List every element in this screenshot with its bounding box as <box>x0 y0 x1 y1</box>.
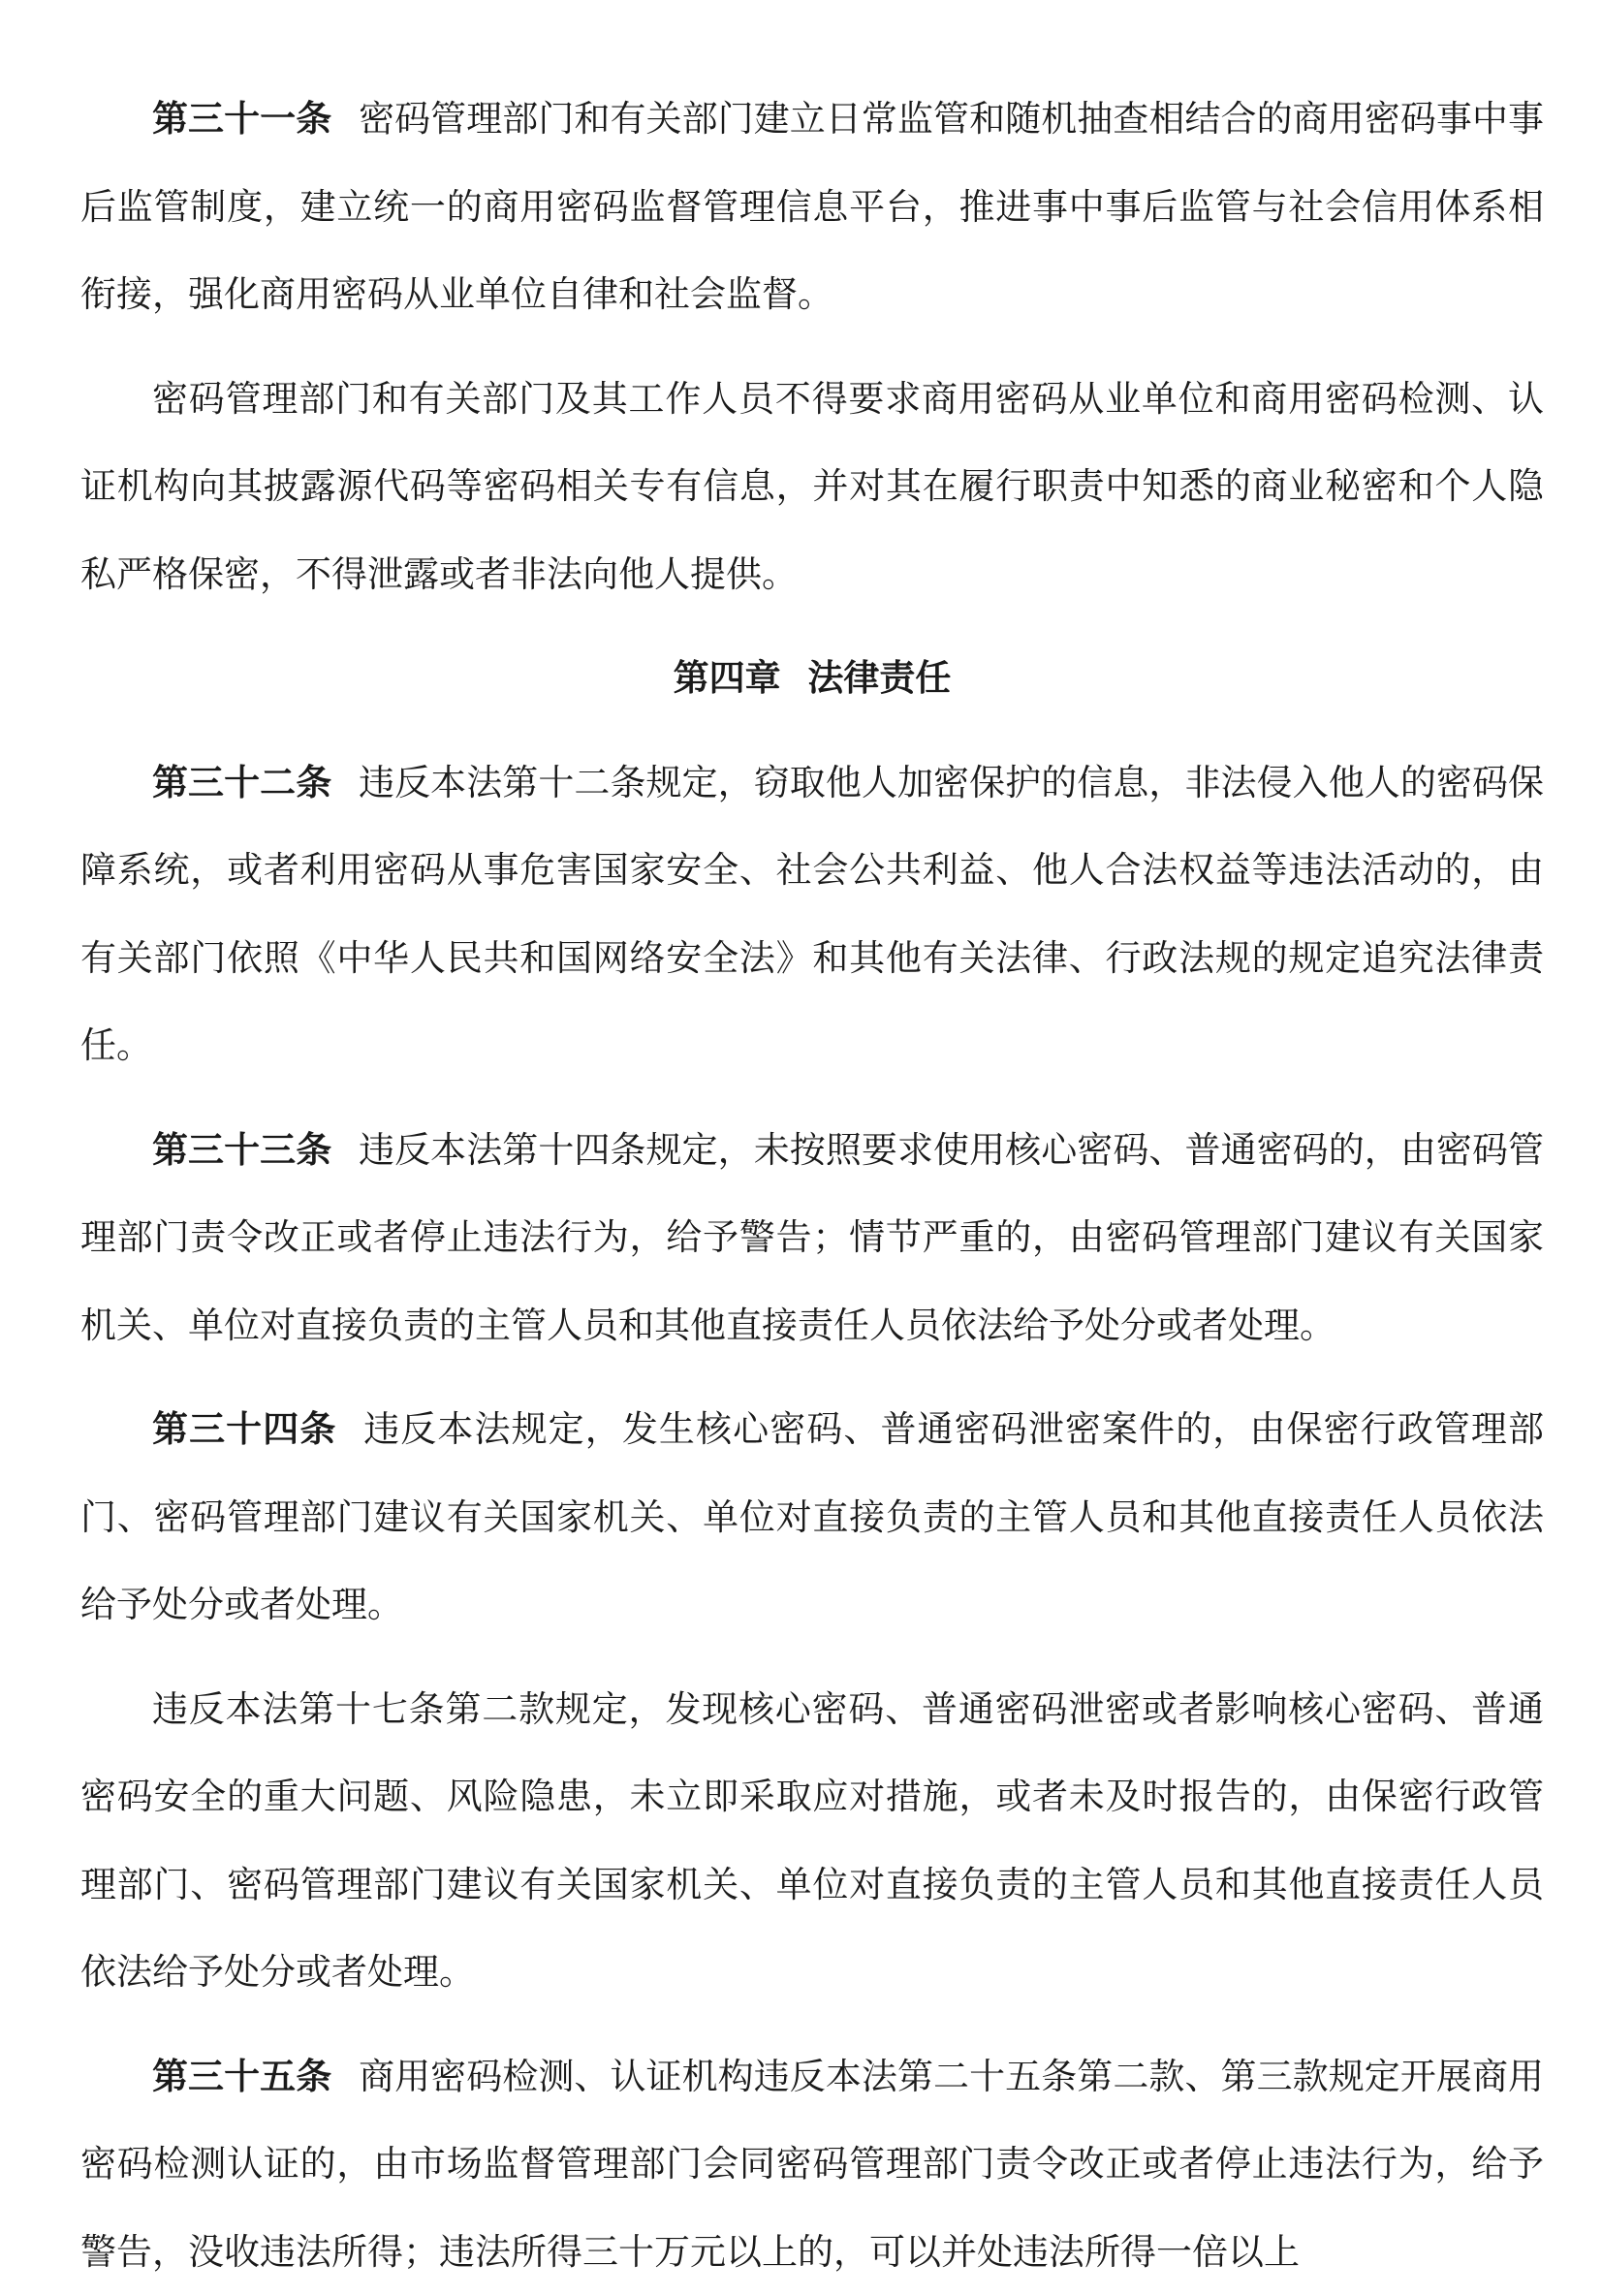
chapter-title: 法律责任 <box>807 657 951 699</box>
paragraph-text: 违反本法第十七条第二款规定，发现核心密码、普通密码泄密或者影响核心密码、普通密码安全的重大问题、风险隐患，未立即采取应对措施，或者未及时报告的，由保密行政管理部门、密码管理部门建议有关国家机关、单位对直接负责的主管人员和其他直接责任人员依法给予处分或者处理。 <box>80 1688 1544 1994</box>
article-34-paragraph-2 <box>80 1666 1544 2017</box>
article-number: 第三十一条 <box>152 98 331 140</box>
article-text: 违反本法第十四条规定，未按照要求使用核心密码、普通密码的，由密码管理部门责令改正或者停止违法行为，给予警告；情节严重的，由密码管理部门建议有关国家机关、单位对直接负责的主管人员和其他直接责任人员依法给予处分或者处理。 <box>80 1129 1544 1346</box>
chapter-number: 第四章 <box>674 657 781 699</box>
article-text: 违反本法第十二条规定，窃取他人加密保护的信息，非法侵入他人的密码保障系统，或者利用密码从事危害国家安全、社会公共利益、他人合法权益等违法活动的，由有关部门依照《中华人民共和国网络安全法》和其他有关法律、行政法规的规定追究法律责任。 <box>80 762 1544 1067</box>
article-number: 第三十三条 <box>152 1129 331 1171</box>
article-31-paragraph-2 <box>80 356 1544 619</box>
article-34 <box>80 1386 1544 1650</box>
article-text: 密码管理部门和有关部门建立日常监管和随机抽查相结合的商用密码事中事后监管制度，建立统一的商用密码监督管理信息平台，推进事中事后监管与社会信用体系相衔接，强化商用密码从业单位自律和社会监督。 <box>80 98 1544 315</box>
paragraph-text: 密码管理部门和有关部门及其工作人员不得要求商用密码从业单位和商用密码检测、认证机构向其披露源代码等密码相关专有信息，并对其在履行职责中知悉的商业秘密和个人隐私严格保密，不得泄露或者非法向他人提供。 <box>80 378 1544 595</box>
article-32 <box>80 739 1544 1090</box>
article-number: 第三十四条 <box>152 1408 336 1450</box>
article-35 <box>80 2033 1544 2296</box>
article-31 <box>80 76 1544 339</box>
article-number: 第三十五条 <box>152 2056 331 2097</box>
article-text: 违反本法规定，发生核心密码、普通密码泄密案件的，由保密行政管理部门、密码管理部门建议有关国家机关、单位对直接负责的主管人员和其他直接责任人员依法给予处分或者处理。 <box>80 1408 1544 1625</box>
article-33 <box>80 1107 1544 1370</box>
article-text: 商用密码检测、认证机构违反本法第二十五条第二款、第三款规定开展商用密码检测认证的，由市场监督管理部门会同密码管理部门责令改正或者停止违法行为，给予警告，没收违法所得；违法所得三十万元以上的，可以并处违法所得一倍以上 <box>80 2056 1544 2273</box>
chapter-heading <box>80 635 1544 723</box>
article-number: 第三十二条 <box>152 762 331 803</box>
